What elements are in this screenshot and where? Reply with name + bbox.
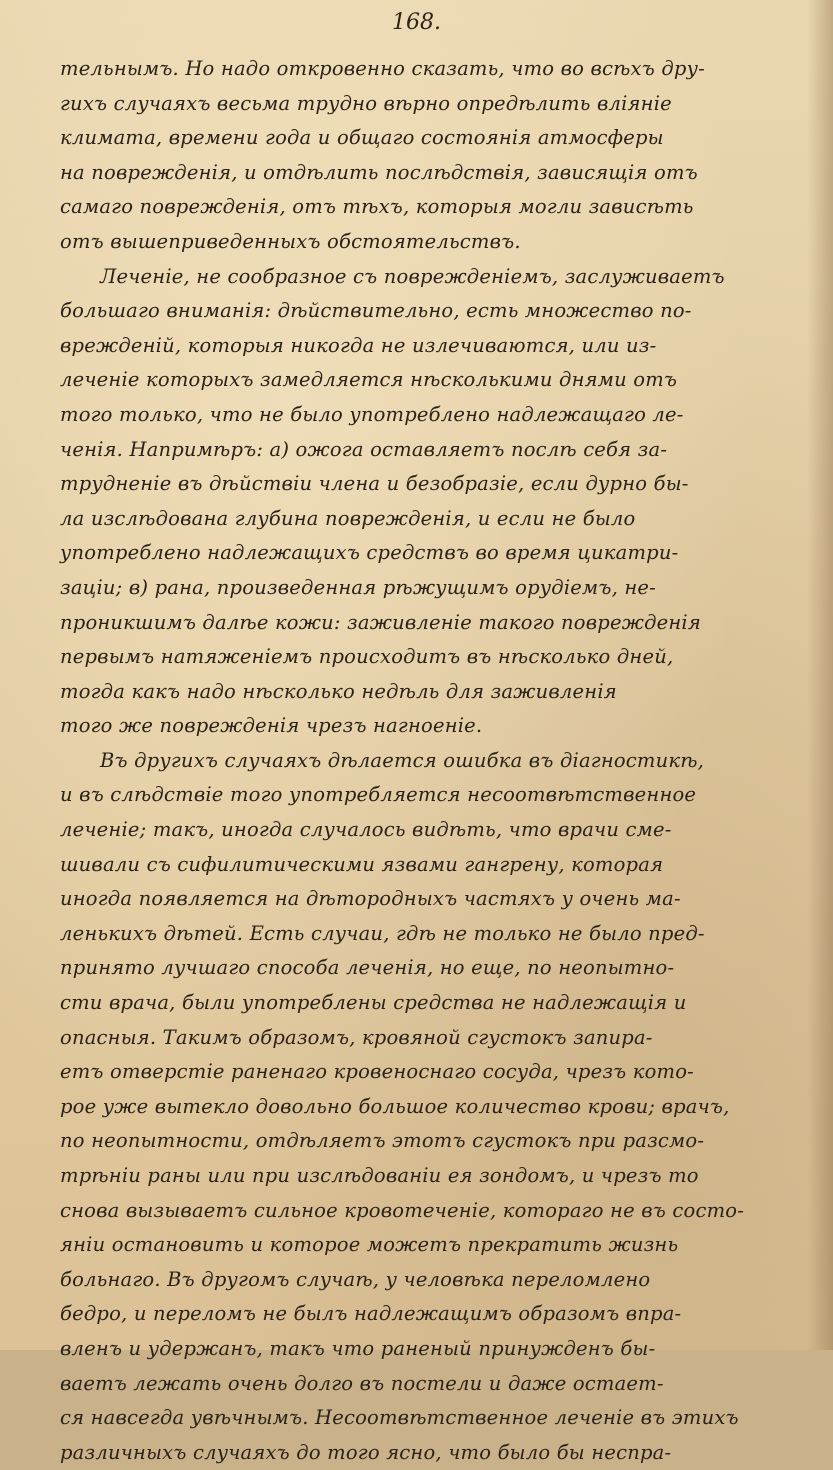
text-line: большаго вниманія: дѣйствительно, есть множество по- [60,299,692,323]
text-line: врежденій, которыя никогда не излечиваются, или из- [60,333,657,357]
text-line: заціи; в) рана, произведенная рѣжущимъ орудіемъ, не- [60,575,656,599]
handwritten-text-block [60,52,820,1470]
page-number: 168. [392,10,441,35]
text-line: на поврежденія, и отдѣлить послѣдствія, зависящія отъ [60,160,698,184]
text-line: климата, времени года и общаго состоянія атмосферы [60,126,664,150]
text-line: вленъ и удержанъ, такъ что раненый принужденъ бы- [60,1336,656,1360]
text-line: употреблено надлежащихъ средствъ во время цикатри- [60,541,679,565]
text-line: трѣніи раны или при изслѣдованіи ея зондомъ, и чрезъ то [60,1164,699,1187]
text-line: бедро, и переломъ не былъ надлежащимъ образомъ впра- [60,1302,682,1326]
text-line: ченія. Напримѣръ: а) ожога оставляетъ послѣ себя за- [60,437,668,461]
text-line: шивали съ сифилитическими язвами гангрену, которая [60,852,664,876]
text-line: ся навсегда увѣчнымъ. Несоотвѣтственное леченіе въ этихъ [60,1406,739,1430]
text-line: ла изслѣдована глубина поврежденія, и если не было [60,506,636,530]
text-line: опасныя. Такимъ образомъ, кровяной сгустокъ запира- [60,1025,653,1049]
paragraph-start-line: Леченіе, не сообразное съ поврежденіемъ, заслуживаетъ [100,264,725,288]
text-line: етъ отверстіе раненаго кровеноснаго сосуда, чрезъ кото- [60,1060,694,1084]
text-line: ленькихъ дѣтей. Есть случаи, гдѣ не только не было пред- [60,921,705,945]
text-line: гихъ случаяхъ весьма трудно вѣрно опредѣлить вліяніе [60,91,672,115]
text-line: рое уже вытекло довольно большое количество крови; врачъ, [60,1094,730,1118]
text-line: принято лучшаго способа леченія, но еще, по неопытно- [60,956,675,980]
text-line: леченіе; такъ, иногда случалось видѣть, что врачи сме- [60,818,672,842]
text-line: того же поврежденія чрезъ нагноеніе. [60,714,483,738]
text-line: иногда появляется на дѣтородныхъ частяхъ у очень ма- [60,887,681,911]
text-line: больнаго. Въ другомъ случаѣ, у человѣка переломлено [60,1267,651,1291]
text-line: леченіе которыхъ замедляется нѣсколькими днями отъ [60,368,678,392]
text-line: ваетъ лежать очень долго въ постели и даже остает- [60,1371,664,1395]
text-line: снова вызываетъ сильное кровотеченіе, котораго не въ состо- [60,1198,744,1222]
paragraph-start-line: Въ другихъ случаяхъ дѣлается ошибка въ діагностикѣ, [100,748,705,772]
text-line: тогда какъ надо нѣсколько недѣль для заживленія [60,679,617,703]
text-line: тельнымъ. Но надо откровенно сказать, что во всѣхъ дру- [60,57,705,80]
text-line: проникшимъ далѣе кожи: заживленіе такого поврежденія [60,610,701,634]
text-line: первымъ натяженіемъ происходитъ въ нѣсколько дней, [60,645,674,669]
text-line: различныхъ случаяхъ до того ясно, что было бы неспра- [60,1440,672,1464]
text-line: по неопытности, отдѣляетъ этотъ сгустокъ при разсмо- [60,1129,705,1153]
text-line: трудненіе въ дѣйствіи члена и безобразіе, если дурно бы- [60,472,689,496]
text-line: сти врача, были употреблены средства не надлежащія и [60,991,687,1015]
text-line: и въ слѣдствіе того употребляется несоотвѣтственное [60,783,697,807]
text-line: того только, что не было употреблено надлежащаго ле- [60,402,684,426]
text-line: яніи остановить и которое можетъ прекратить жизнь [60,1233,679,1257]
text-line: самаго поврежденія, отъ тѣхъ, которыя могли зависѣть [60,195,694,219]
text-line: отъ вышеприведенныхъ обстоятельствъ. [60,229,521,253]
